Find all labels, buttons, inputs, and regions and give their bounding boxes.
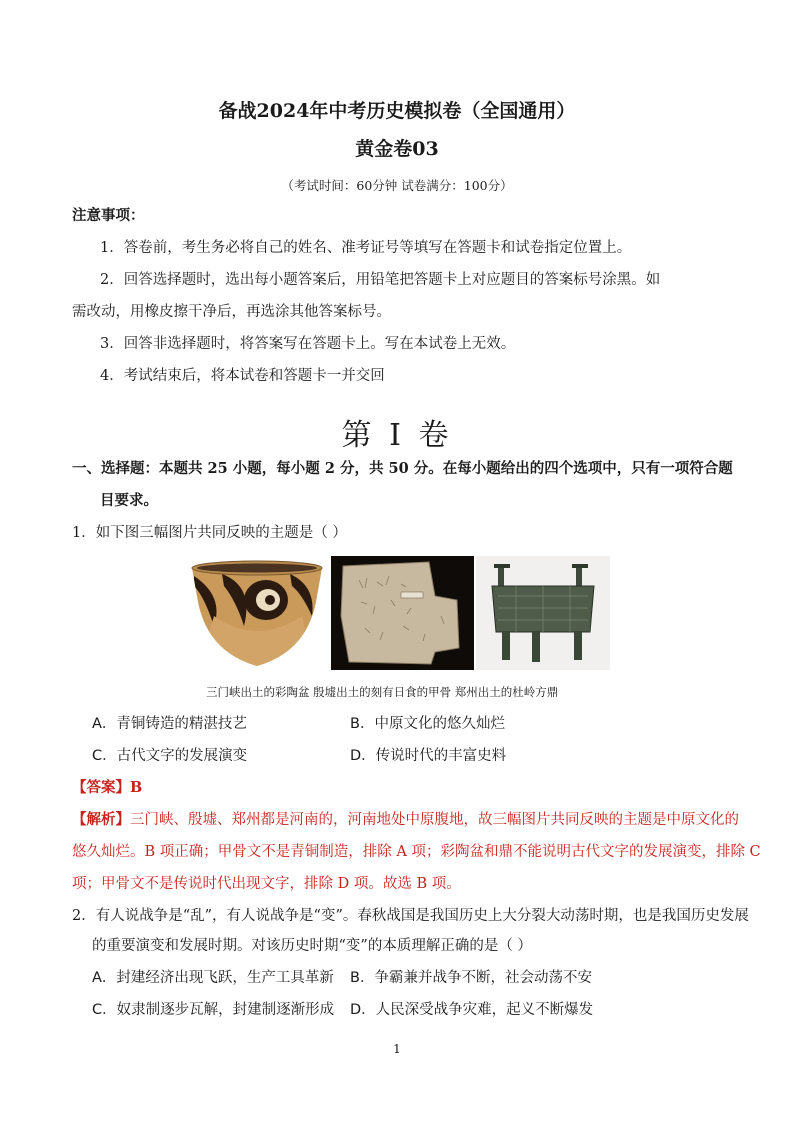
q2-option-a: A．封建经济出现飞跃，生产工具革新 [92,970,334,986]
note-item-2b: 需改动，用橡皮擦干净后，再选涂其他答案标号。 [72,304,391,320]
q1-analysis-line-2: 悠久灿烂。B 项正确；甲骨文不是青铜制造，排除 A 项；彩陶盆和鼎不能说明古代文字的发展演变，排除 C [72,844,761,860]
pottery-basin-image [184,556,330,670]
oracle-bone-image [331,556,474,670]
q1-image-caption: 三门峡出土的彩陶盆 殷墟出土的刻有日食的甲骨 郑州出土的杜岭方鼎 [206,685,559,699]
notes-heading: 注意事项： [72,207,145,224]
page-subtitle: 黄金卷03 [355,138,439,160]
q1-answer: 【答案】B [72,779,143,796]
note-item-3: 3．回答非选择题时，将答案写在答题卡上。写在本试卷上无效。 [100,336,516,352]
q2-stem-a: 2．有人说战争是“乱”，有人说战争是“变”。春秋战国是我国历史上大分裂大动荡时期，也是我国历史发展 [72,908,749,924]
section-instruction-a: 一、选择题：本题共 25 小题，每小题 2 分，共 50 分。在每小题给出的四个选项中，只有一项符合题 [72,460,733,477]
section-title: 第 I 卷 [341,418,453,453]
q1-analysis-text-1: 三门峡、殷墟、郑州都是河南的，河南地处中原腹地，故三幅图片共同反映的主题是中原文化的 [130,812,739,828]
note-item-1: 1．答卷前，考生务必将自己的姓名、准考证号等填写在答题卡和试卷指定位置上。 [100,240,632,256]
exam-info: （考试时间：60分钟 试卷满分：100分） [281,178,513,193]
q2-option-b: B．争霸兼并战争不断，社会动荡不安 [350,970,592,986]
q1-analysis-line-3: 项；甲骨文不是传说时代出现文字，排除 D 项。故选 B 项。 [72,876,461,892]
q1-option-c: C．古代文字的发展演变 [92,748,248,764]
q1-option-a: A．青铜铸造的精湛技艺 [92,716,247,732]
q2-option-d: D．人民深受战争灾难，起义不断爆发 [350,1002,594,1018]
q1-analysis-label: 【解析】 [72,811,130,828]
q1-stem: 1．如下图三幅图片共同反映的主题是（ ） [72,525,347,541]
note-item-4: 4．考试结束后，将本试卷和答题卡一并交回 [100,368,385,384]
section-instruction-b: 目要求。 [100,492,158,509]
q1-analysis-line-1 [72,810,739,830]
bronze-ding-image [476,556,610,670]
q1-option-b: B．中原文化的悠久灿烂 [350,716,505,732]
note-item-2a: 2．回答选择题时，选出每小题答案后，用铅笔把答题卡上对应题目的答案标号涂黑。如 [100,272,661,288]
q1-option-d: D．传说时代的丰富史料 [350,748,507,764]
q2-option-c: C．奴隶制逐步瓦解，封建制逐渐形成 [92,1002,335,1018]
page-title: 备战2024年中考历史模拟卷（全国通用） [218,100,576,122]
q2-stem-b: 的重要演变和发展时期。对该历史时期“变”的本质理解正确的是（ ） [92,938,532,954]
page-number: 1 [393,1042,401,1056]
